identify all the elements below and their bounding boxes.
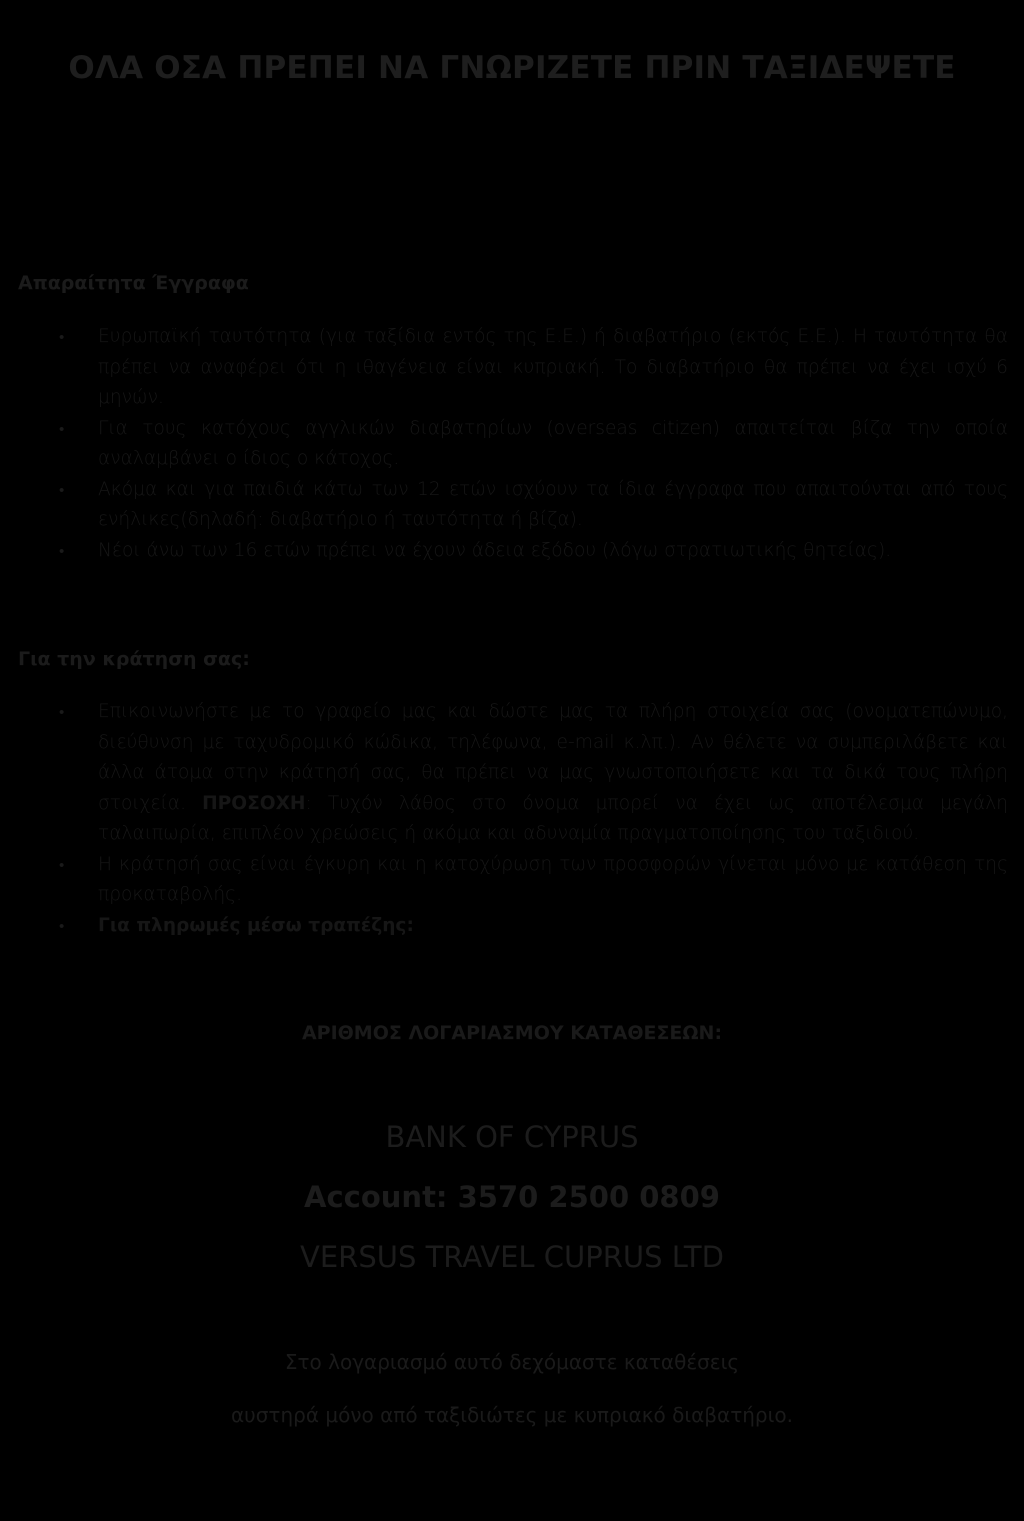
bank-name: BANK OF CYPRUS [385, 1120, 639, 1154]
list-item [0, 536, 1024, 567]
documents-list [0, 322, 1024, 566]
page-title: ΟΛΑ ΟΣΑ ΠΡΕΠΕΙ ΝΑ ΓΝΩΡΙΖΕΤΕ ΠΡΙΝ ΤΑΞΙΔΕΨΕΤΕ [68, 50, 956, 86]
list-item-text: Η κράτησή σας είναι έγκυρη και η κατοχύρωση των προσφορών γίνεται μόνο με κατάθεση της προκαταβολής. [98, 853, 1008, 905]
list-item [0, 414, 1024, 475]
booking-contact-text: Επικοινωνήστε με το γραφείο μας και δώστε μας τα πλήρη στοιχεία σας (ονοματεπώνυμο, διεύθυνση με ταχυδρομικό κώδικα, τηλέφωνα, e-mail κ.λπ.). Αν θέλετε να συμπεριλάβετε και άλλα άτομα στην κράτησή σας, θα πρέπει να μας γνωστοποιήσετε και τα δικά τους πλήρη στοιχεία. [98, 701, 1008, 814]
bullet-icon: • [59, 703, 65, 721]
list-item-text: Νέοι άνω των 16 ετών πρέπει να έχουν άδεια εξόδου (λόγω στρατιωτικής θητείας). [98, 539, 892, 561]
list-item [0, 911, 1024, 942]
bullet-icon: • [59, 480, 65, 499]
company-name: VERSUS TRAVEL CUPRUS LTD [300, 1240, 724, 1274]
list-item [0, 850, 1024, 911]
account-label: ΑΡΙΘΜΟΣ ΛΟΓΑΡΙΑΣΜΟΥ ΚΑΤΑΘΕΣΕΩΝ: [301, 1022, 723, 1044]
bullet-icon: • [59, 916, 65, 935]
warning-text: : Τυχόν λάθος στο όνομα μπορεί να έχει ως αποτέλεσμα μεγάλη ταλαιπωρία, επιπλέον χρεώσεις ή ακόμα και αδυναμία πραγματοποίησης του ταξιδιού. [98, 792, 1008, 844]
deposit-note-line1: Στο λογαριασμό αυτό δεχόμαστε καταθέσεις [284, 1350, 740, 1374]
booking-heading: Για την κράτηση σας: [18, 648, 250, 670]
booking-list [0, 697, 1024, 941]
list-item [0, 697, 1024, 850]
documents-heading: Απαραίτητα Έγγραφα [18, 272, 249, 294]
warning-label: ΠΡΟΣΟΧΗ [202, 792, 306, 814]
bullet-icon: • [59, 328, 65, 346]
deposit-note-line2: αυστηρά μόνο από ταξιδιώτες με κυπριακό διαβατήριο. [230, 1403, 793, 1427]
bullet-icon: • [59, 419, 65, 438]
bullet-icon: • [59, 855, 65, 874]
bullet-icon: • [59, 541, 65, 560]
list-item-text: Για τους κατόχους αγγλικών διαβατηρίων (overseas citizen) απαιτείται βίζα την οποία αναλαμβάνει ο ίδιος ο κάτοχος. [98, 417, 1008, 469]
list-item-text: Ευρωπαϊκή ταυτότητα (για ταξίδια εντός της Ε.Ε.) ή διαβατήριο (εκτός Ε.Ε.). Η ταυτότητα θα πρέπει να αναφέρει ότι η ιθαγένεια είναι κυπριακή. Το διαβατήριο θα πρέπει να έχει ισχύ 6 μηνών. [98, 326, 1008, 408]
list-item-text: Ακόμα και για παιδιά κάτω των 12 ετών ισχύουν τα ίδια έγγραφα που απαιτούνται από τους ενήλικες(δηλαδή: διαβατήριο ή ταυτότητα ή βίζα). [98, 478, 1008, 530]
list-item [0, 475, 1024, 536]
list-item [0, 322, 1024, 414]
bank-payment-heading: Για πληρωμές μέσω τραπέζης: [98, 914, 414, 936]
account-number: Account: 3570 2500 0809 [304, 1180, 720, 1214]
